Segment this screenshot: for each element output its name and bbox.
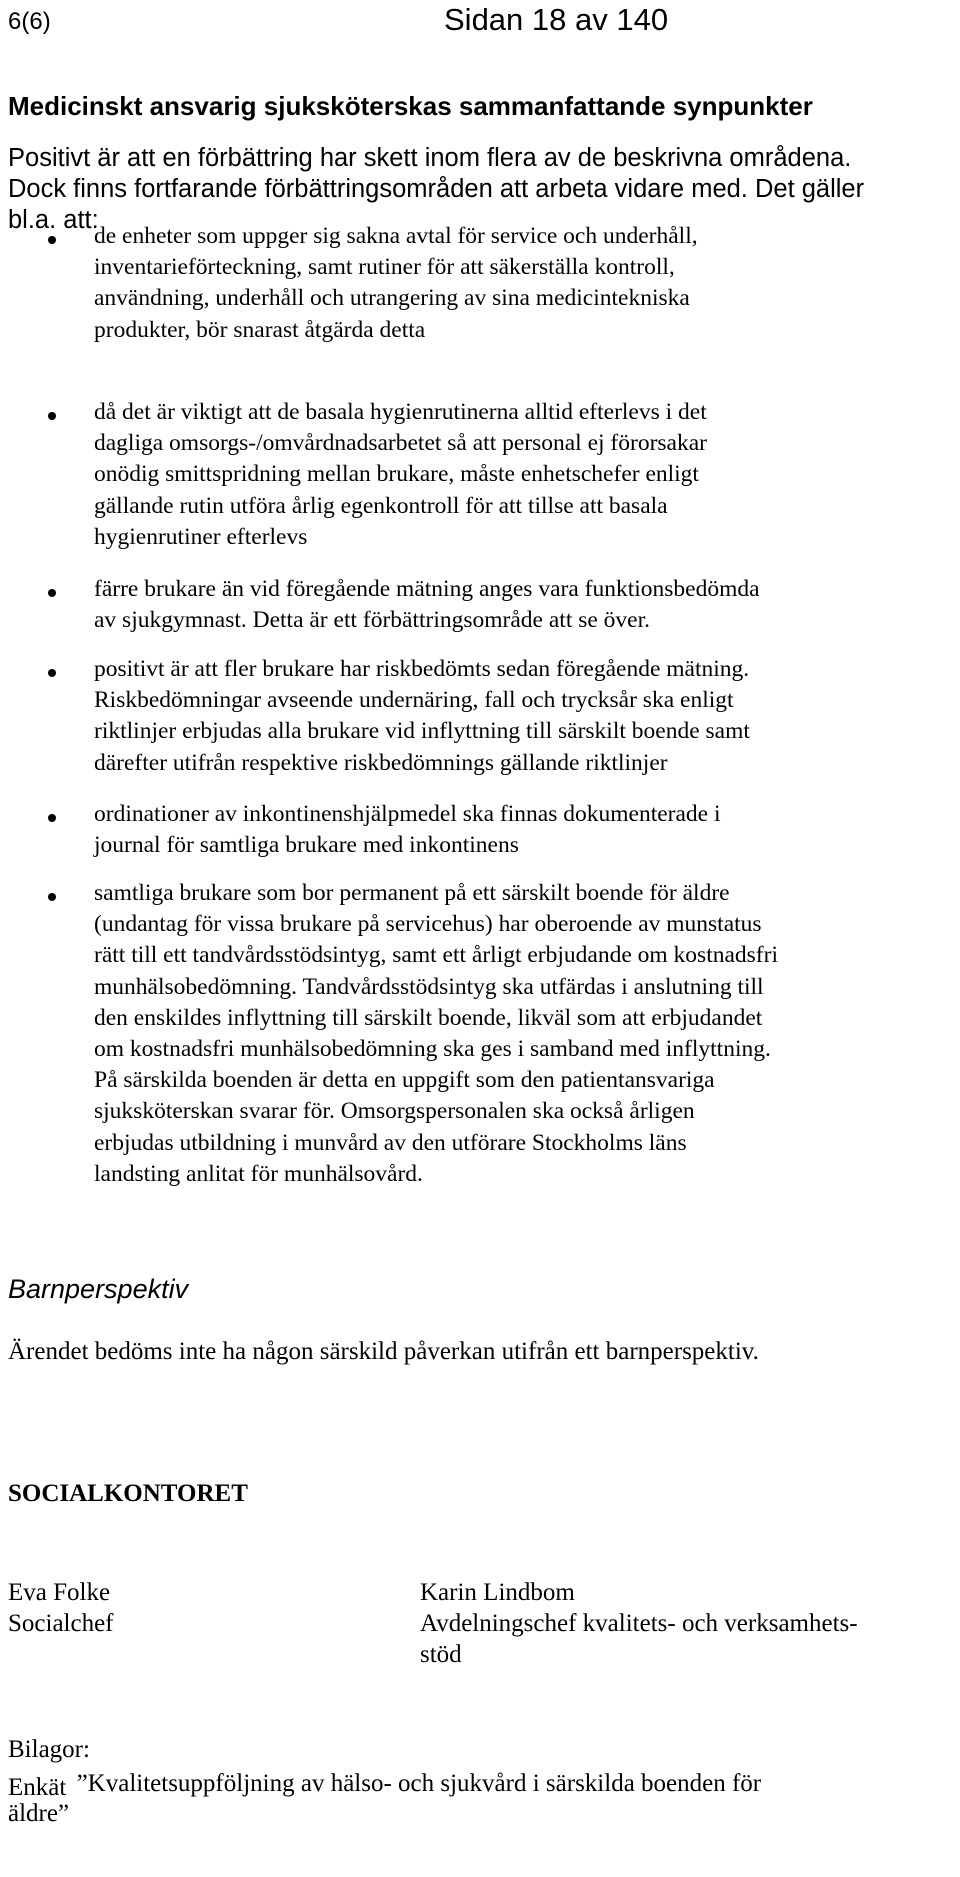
page-code: 6(6) <box>8 8 51 35</box>
bullet-line: användning, underhåll och utrangering av sina medicintekniska <box>94 285 690 312</box>
intro-line: bl.a. att: <box>8 206 99 234</box>
section-heading: Medicinskt ansvarig sjuksköterskas sammanfattande synpunkter <box>8 91 813 121</box>
bullet-line: gällande rutin utföra årlig egenkontroll för att tillse att basala <box>94 492 668 519</box>
attachments-label: Bilagor: <box>8 1736 90 1763</box>
bullet-icon <box>48 412 56 420</box>
bullet-line: dagliga omsorgs-/omvårdnadsarbetet så att personal ej förorsakar <box>94 430 707 457</box>
signatory-name: Karin Lindbom <box>420 1579 575 1606</box>
signatory-right <box>420 1577 858 1670</box>
signatory-role-continued: stöd <box>420 1641 462 1668</box>
bullet-line: därefter utifrån respektive riskbedömnings gällande riktlinjer <box>94 749 668 776</box>
bullet-item <box>94 221 698 346</box>
signatory-name: Eva Folke <box>8 1579 111 1606</box>
attachment-title: ”Kvalitetsuppföljning av hälso- och sjukvård i särskilda boenden för <box>76 1770 762 1797</box>
bullet-icon <box>48 814 56 822</box>
bullet-line: landsting anlitat för munhälsovård. <box>94 1160 423 1187</box>
intro-line: Dock finns fortfarande förbättringsområden att arbeta vidare med. Det gäller <box>8 175 865 203</box>
barnperspektiv-text: Ärendet bedöms inte ha någon särskild påverkan utifrån ett barnperspektiv. <box>8 1338 759 1365</box>
bullet-line: då det är viktigt att de basala hygienrutinerna alltid efterlevs i det <box>94 399 707 425</box>
bullet-item <box>94 878 778 1190</box>
bullet-item <box>94 799 721 861</box>
bullet-line: (undantag för vissa brukare på servicehus) har oberoende av munstatus <box>94 911 762 938</box>
bullet-line: om kostnadsfri munhälsobedömning ska ges i samband med inflyttning. <box>94 1036 771 1063</box>
attachment-item <box>8 1768 761 1799</box>
intro-line: Positivt är att en förbättring har skett inom flera av de beskrivna områdena. <box>8 144 852 172</box>
bullet-line: positivt är att fler brukare har riskbedömts sedan föregående mätning. <box>94 656 750 682</box>
bullet-line: inventarieförteckning, samt rutiner för att säkerställa kontroll, <box>94 254 675 281</box>
bullet-line: På särskilda boenden är detta en uppgift som den patientansvariga <box>94 1067 715 1094</box>
bullet-line: av sjukgymnast. Detta är ett förbättringsområde att se över. <box>94 607 651 634</box>
bullet-line: journal för samtliga brukare med inkontinens <box>94 832 519 859</box>
bullet-item <box>94 574 760 636</box>
bullet-line: Riskbedömningar avseende undernäring, fall och trycksår ska enligt <box>94 687 734 714</box>
signatory-left <box>8 1577 114 1639</box>
page-title: Sidan 18 av 140 <box>444 2 669 37</box>
bullet-line: ordinationer av inkontinenshjälpmedel ska finnas dokumenterade i <box>94 801 721 827</box>
signatory-role: Socialchef <box>8 1610 114 1637</box>
signatory-role: Avdelningschef kvalitets- och verksamhets- <box>420 1610 858 1637</box>
bullet-line: sjuksköterskan svarar för. Omsorgspersonalen ska också årligen <box>94 1098 695 1125</box>
bullet-item <box>94 654 750 779</box>
bullet-line: erbjudas utbildning i munvård av den utförare Stockholms läns <box>94 1129 687 1156</box>
bullet-line: produkter, bör snarast åtgärda detta <box>94 316 426 343</box>
bullet-icon <box>48 236 56 244</box>
bullet-line: hygienrutiner efterlevs <box>94 523 308 550</box>
bullet-icon <box>48 669 56 677</box>
organization-name: SOCIALKONTORET <box>8 1480 248 1507</box>
bullet-icon <box>48 589 56 597</box>
bullet-line: riktlinjer erbjudas alla brukare vid inflyttning till särskilt boende samt <box>94 718 750 745</box>
barnperspektiv-heading: Barnperspektiv <box>8 1274 189 1304</box>
bullet-line: färre brukare än vid föregående mätning anges vara funktionsbedömda <box>94 576 760 602</box>
bullet-item <box>94 397 707 553</box>
bullet-icon <box>48 893 56 901</box>
bullet-line: munhälsobedömning. Tandvårdsstödsintyg ska utfärdas i anslutning till <box>94 973 764 1000</box>
bullet-line: samtliga brukare som bor permanent på ett särskilt boende för äldre <box>94 880 730 906</box>
bullet-line: de enheter som uppger sig sakna avtal för service och underhåll, <box>94 223 698 249</box>
bullet-line: onödig smittspridning mellan brukare, måste enhetschefer enligt <box>94 461 699 488</box>
attachment-type: Enkät <box>8 1774 67 1801</box>
bullet-line: rätt till ett tandvårdsstödsintyg, samt ett årligt erbjudande om kostnadsfri <box>94 942 778 969</box>
attachment-title-continued: äldre” <box>8 1800 70 1827</box>
bullet-line: den enskildes inflyttning till särskilt boende, likväl som att erbjudandet <box>94 1004 763 1031</box>
